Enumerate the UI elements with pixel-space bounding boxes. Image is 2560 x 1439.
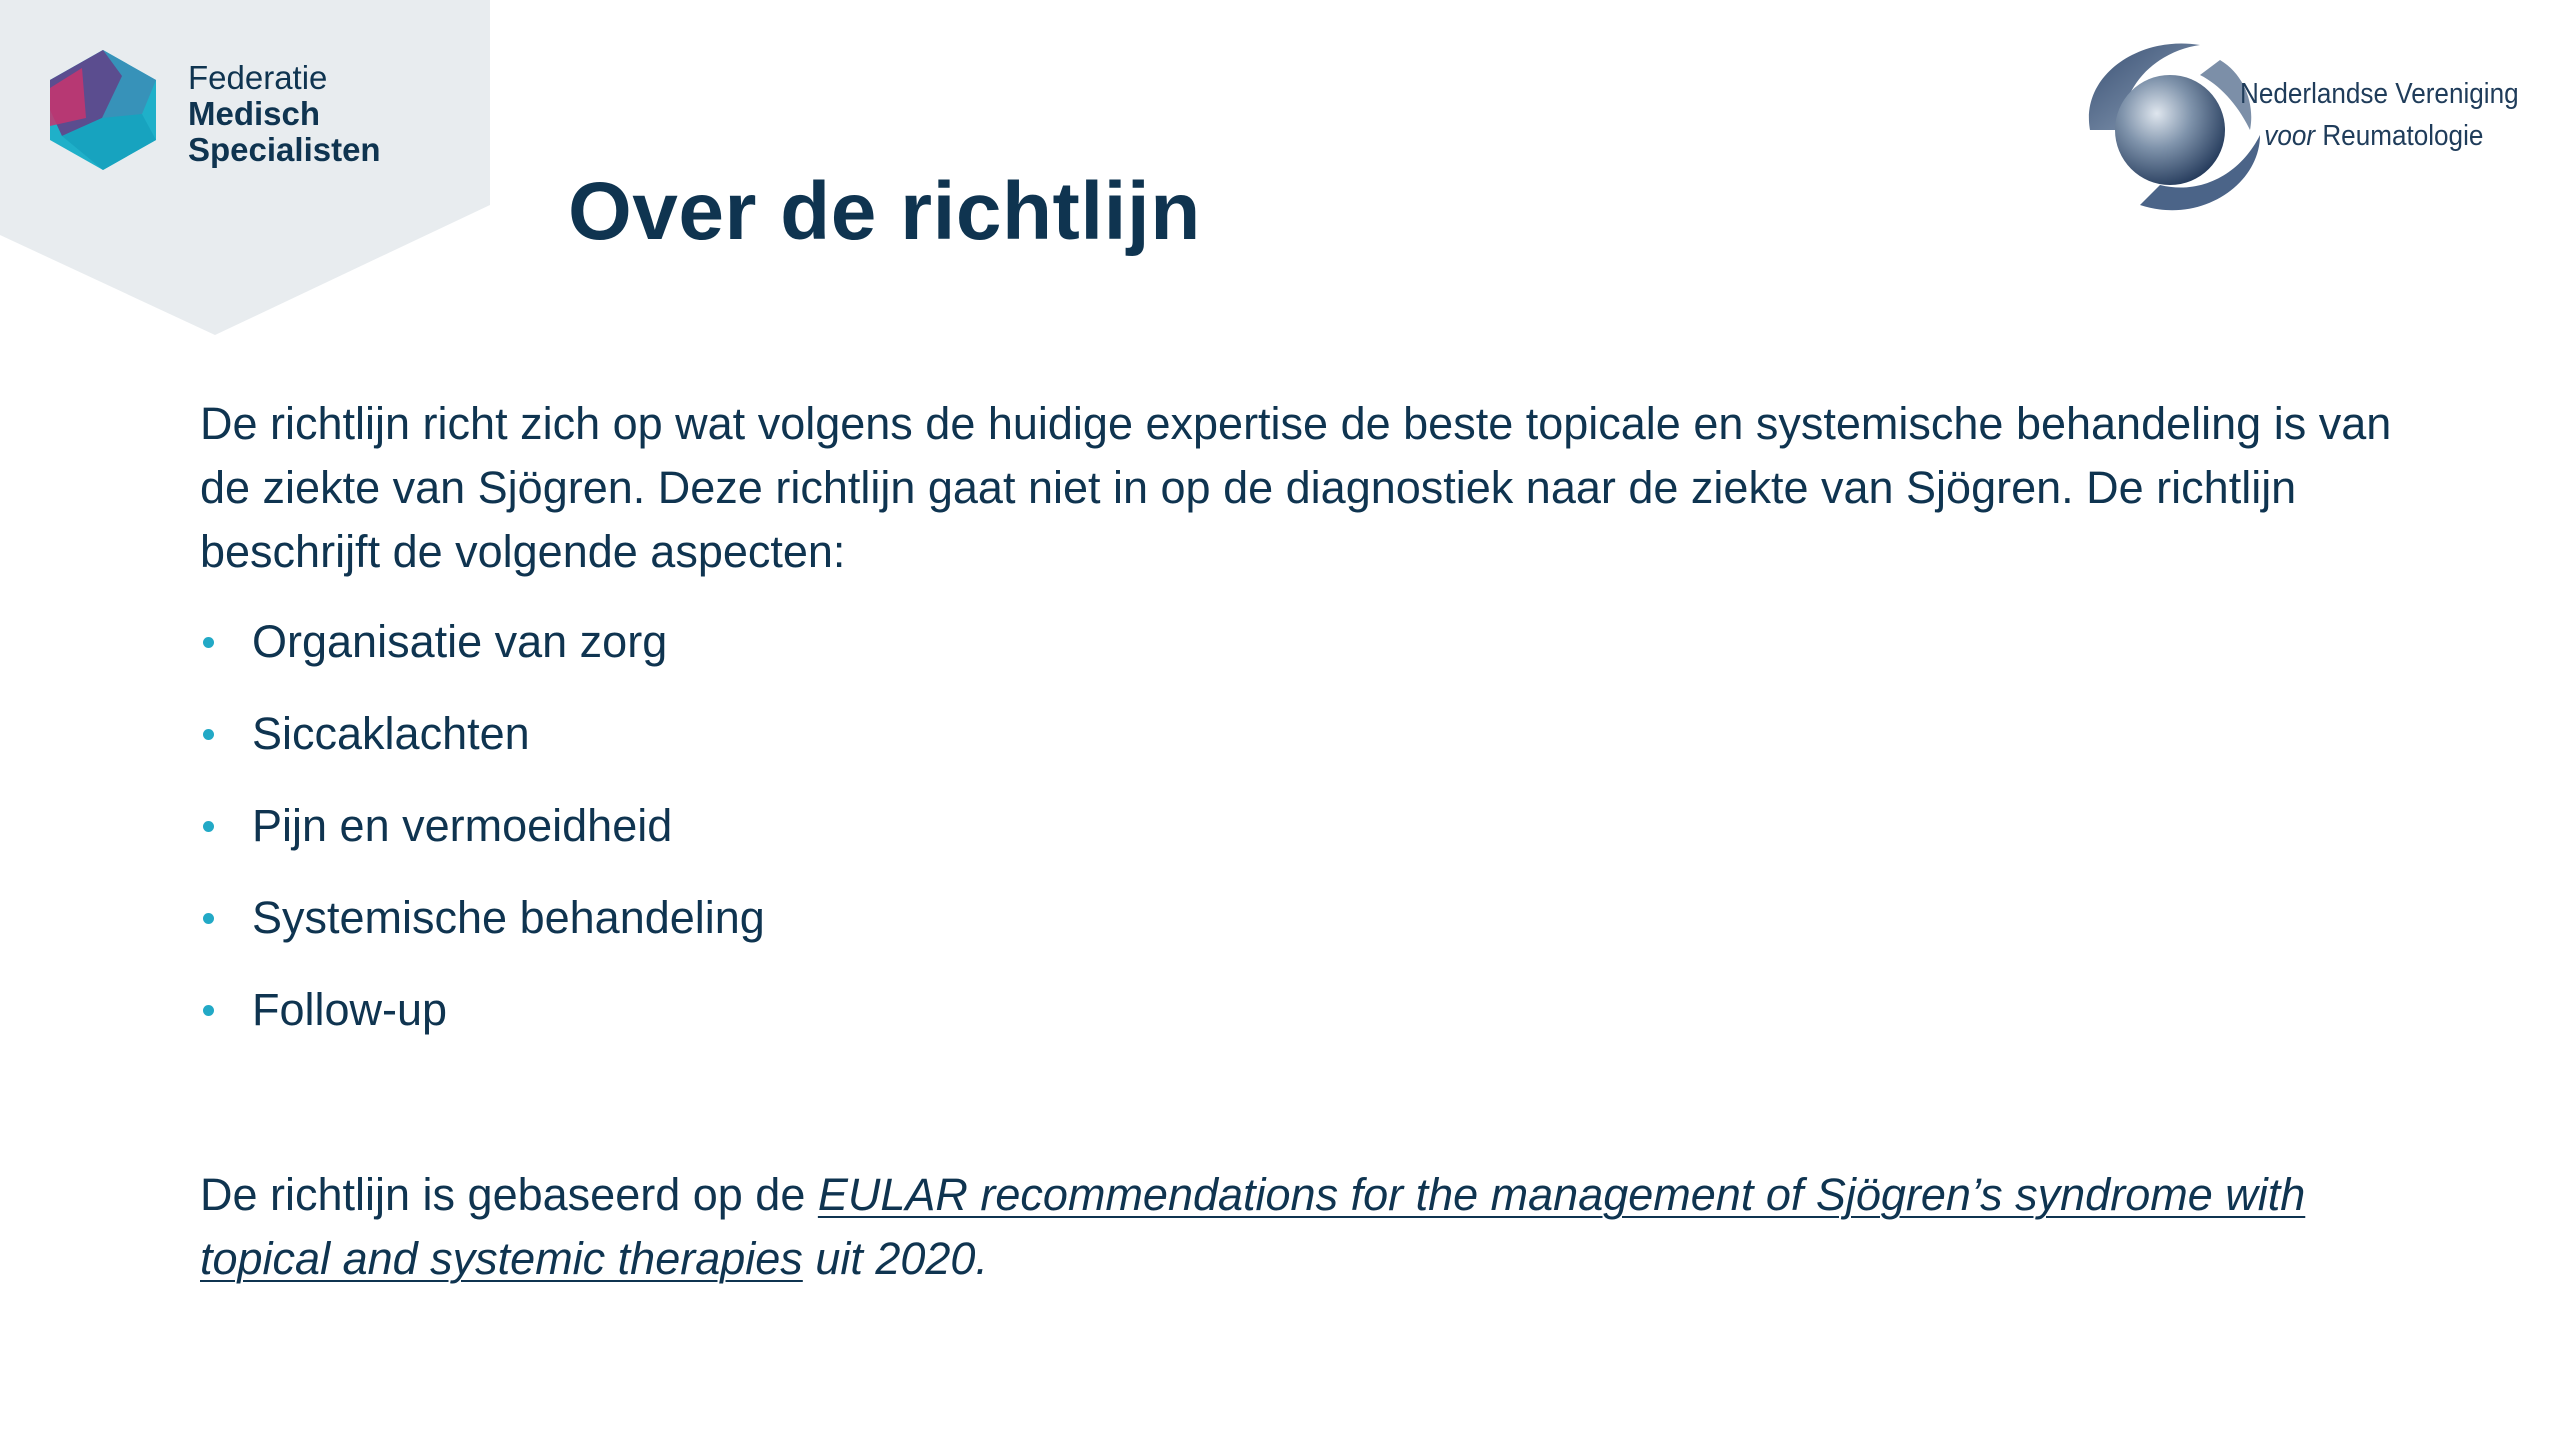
nvr-logo: [2070, 35, 2540, 220]
list-item-label: Pijn en vermoeidheid: [252, 800, 673, 851]
intro-paragraph: De richtlijn richt zich op wat volgens de huidige expertise de beste topicale en systemische behandeling is van de ziekte van Sjögren. Deze richtlijn gaat niet in op de diagnostiek naar de ziekte van Sjögren. De richtlijn beschrijft de volgende aspecten:: [200, 398, 2392, 577]
list-item-label: Follow-up: [252, 984, 448, 1035]
fms-logo-line3: Specialisten: [188, 131, 381, 168]
list-item: [200, 886, 765, 978]
source-suffix: uit 2020.: [802, 1233, 988, 1284]
list-item: [200, 794, 765, 886]
slide-title: Over de richtlijn: [568, 166, 1201, 257]
source-paragraph: [200, 1163, 2440, 1291]
nvr-logo-text: [2240, 73, 2519, 157]
list-item: [200, 702, 765, 794]
list-item: [200, 978, 765, 1070]
aspects-list: [200, 610, 765, 1070]
list-item: [200, 610, 765, 702]
bullet-icon: [203, 729, 214, 740]
bullet-icon: [203, 637, 214, 648]
nvr-logo-line2: [2240, 115, 2519, 157]
fms-logo-icon: [42, 48, 164, 172]
bullet-icon: [203, 821, 214, 832]
list-item-label: Systemische behandeling: [252, 892, 765, 943]
bullet-icon: [203, 1005, 214, 1016]
source-prefix: De richtlijn is gebaseerd op de: [200, 1169, 818, 1220]
nvr-logo-line1: Nederlandse Vereniging: [2240, 78, 2519, 110]
fms-logo-line1: Federatie: [188, 59, 328, 96]
fms-logo-line2: Medisch: [188, 95, 321, 132]
fms-logo-text: [188, 60, 381, 168]
bullet-icon: [203, 913, 214, 924]
list-item-label: Siccaklachten: [252, 708, 530, 759]
nvr-logo-reumatologie: Reumatologie: [2315, 120, 2484, 152]
list-item-label: Organisatie van zorg: [252, 616, 668, 667]
eular-recommendations-link[interactable]: EULAR recommendations for the management of Sjögren’s syndrome with topical and systemic therapies: [200, 1169, 2306, 1284]
nvr-logo-voor: voor: [2264, 120, 2316, 152]
